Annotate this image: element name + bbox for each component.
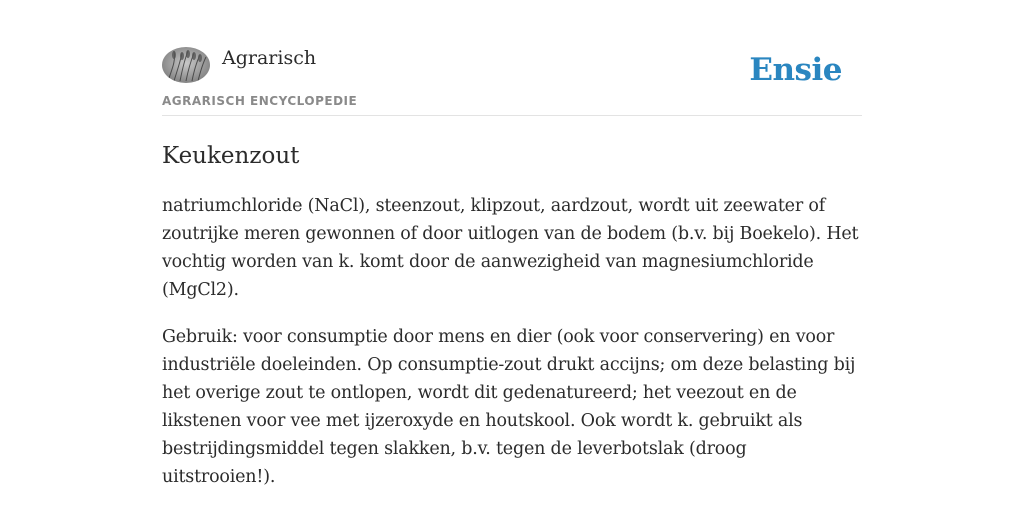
site-name[interactable]: Agrarisch: [222, 47, 317, 69]
wheat-logo-icon[interactable]: [162, 47, 210, 83]
site-subtitle: AGRARISCH ENCYCLOPEDIE: [162, 94, 358, 108]
article-paragraph: natriumchloride (NaCl), steenzout, klipzout, aardzout, wordt uit zeewater of zoutrijke meren gewonnen of door uitlogen van de bodem (b.v. bij Boekelo). Het vochtig worden van k. komt door de aanwezigheid van magnesiumchloride (MgCl2).: [162, 196, 859, 300]
site-header: [162, 46, 862, 116]
brand-logo[interactable]: Ensie: [749, 52, 842, 88]
page: [162, 0, 862, 491]
article-title: Keukenzout: [162, 143, 300, 169]
article-paragraph: Gebruik: voor consumptie door mens en dier (ook voor conservering) en voor industriële doeleinden. Op consumptie-zout drukt accijns; om deze belasting bij het overige zout te ontlopen, wordt dit gedenatureerd; het veezout en de likstenen voor vee met ijzeroxyde en houtskool. Ook wordt k. gebruikt als bestrijdingsmiddel tegen slakken, b.v. tegen de leverbotslak (droog uitstrooien!).: [162, 327, 856, 487]
